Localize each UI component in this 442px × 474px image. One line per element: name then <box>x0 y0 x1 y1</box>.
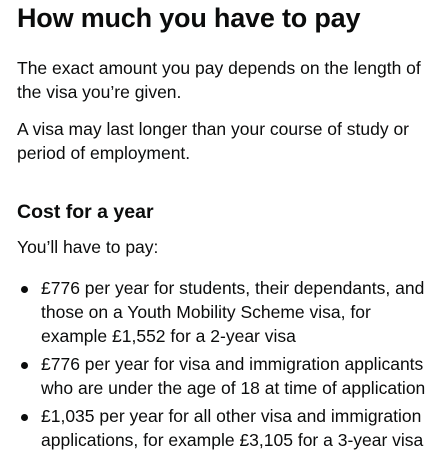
list-item-text: £776 per year for visa and immigration applicants who are under the age of 18 at time of application <box>41 354 426 398</box>
bullet-icon <box>21 414 28 421</box>
bullet-icon <box>21 362 28 369</box>
list-item-text: £776 per year for students, their dependants, and those on a Youth Mobility Scheme visa, for example £1,552 for a 2-year visa <box>41 278 425 346</box>
page-title: How much you have to pay <box>17 3 361 33</box>
list-item-students-cost <box>17 276 428 348</box>
intro-paragraph-length: The exact amount you pay depends on the length of the visa you’re given. <box>17 58 421 102</box>
section-heading-cost-for-a-year: Cost for a year <box>17 201 154 223</box>
section-lead-text: You’ll have to pay: <box>17 237 159 257</box>
list-item-under-18-cost <box>17 352 428 400</box>
list-item-text: £1,035 per year for all other visa and immigration applications, for example £3,105 for a 3-year visa <box>41 406 424 450</box>
cost-list <box>17 276 428 452</box>
bullet-icon <box>21 286 28 293</box>
intro-paragraph-duration: A visa may last longer than your course of study or period of employment. <box>17 119 409 163</box>
list-item-other-applications-cost <box>17 404 428 452</box>
